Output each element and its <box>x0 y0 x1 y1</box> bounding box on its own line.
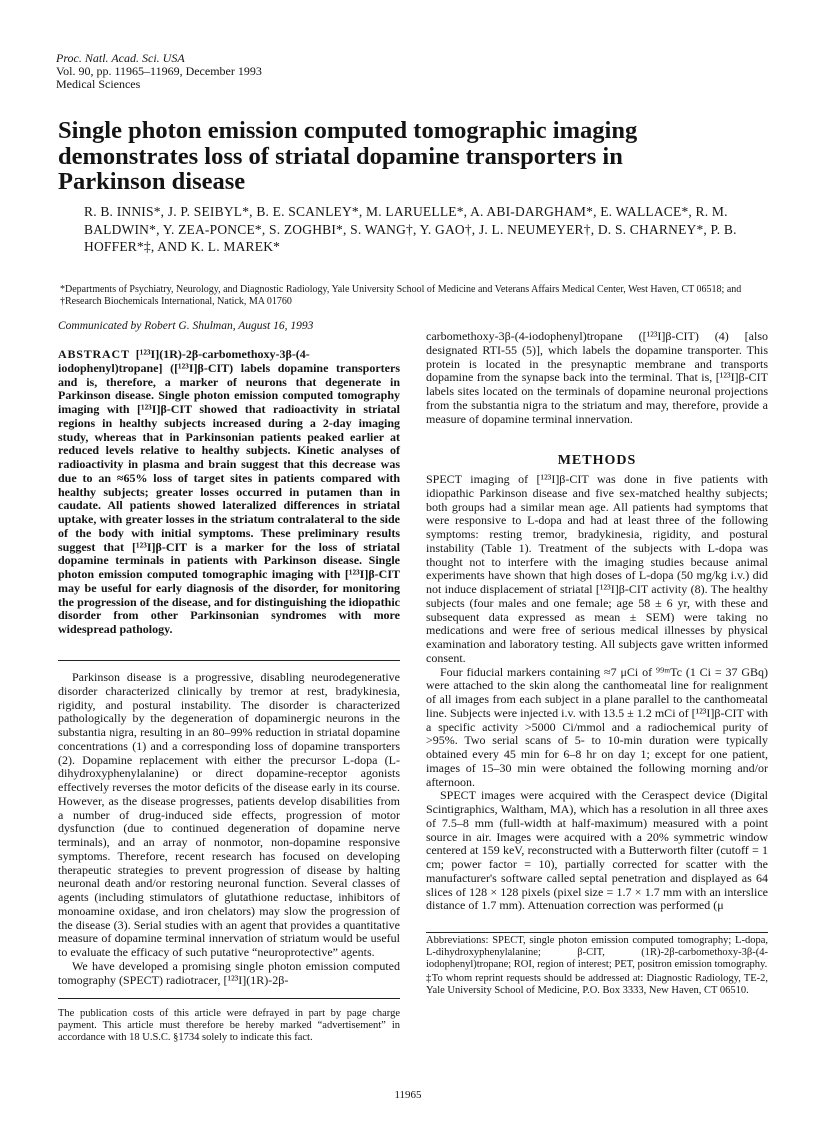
author-list: R. B. INNIS*, J. P. SEIBYL*, B. E. SCANLEY*, M. LARUELLE*, A. ABI-DARGHAM*, E. WALLACE*, R. M. BALDWIN*, Y. ZEA-PONCE*, S. ZOGHBI*, S. WANG†, Y. GAO†, J. L. NEUMEYER†, D. S. CHARNEY*, P. B. HOFFER*‡, AND K. L. MAREK* <box>84 204 737 254</box>
intro-paragraph-1: Parkinson disease is a progressive, disabling neurodegenerative disorder characterized clinically by tremor at rest, bradykinesia, rigidity, and postural instability. The disorder is characterized pathologically by the degeneration of dopaminergic neurons in the substantia nigra, resulting in an 80–99% reduction in striatal dopamine concentrations (1) and a corresponding loss of dopamine transporters (2). Dopamine replacement with either the precursor L-dopa (L-dihydroxyphenylalanine) or direct dopamine-receptor agonists effectively reverses the motor deficits of the disease early in its course. However, as the disease progresses, patients develop disabilities from a number of drug-induced side effects, progression of motor dysfunction (due to continued degeneration of dopamine nerve terminals), and an array of nonmotor, non-dopamine responsive symptoms. Therefore, recent research has focused on developing therapeutic strategies to prevent progression of disease by halting neuronal death and/or restoring neuronal function. Several classes of agents (including stimulators of glutathione reductase, inhibitors of monoamine oxidase, and iron chelators) may slow the progression of the disease (3). Serial studies with an agent that provides a quantitative measure of dopamine terminal innervation of striatum would be useful to evaluate the efficacy of such putative “neuroprotective” agents. <box>58 670 400 959</box>
methods-paragraph-2: Four fiducial markers containing ≈7 μCi of ⁹⁹ᵐTc (1 Ci = 37 GBq) were attached to the skin along the canthomeatal line for realignment of all images from each subject in a plane parallel to the canthomeatal line. Subjects were injected i.v. with 13.5 ± 1.2 mCi of [¹²³I]β-CIT with a specific activity >5000 Ci/mmol and a radiochemical purity of >95%. Two serial scans of 5- to 10-min duration were typically obtained every 45 min for 6–8 hr on day 1; except for one patient, images of 15–30 min were obtained the following morning and/or afternoon. <box>426 664 768 789</box>
methods-paragraph-3: SPECT images were acquired with the Ceraspect device (Digital Scintigraphics, Waltham, MA), which has a resolution in all three axes of 7.5–8 mm (full-width at half-maximum) measured with a point source in air. Images were acquired with a 20% symmetric window centered at 159 keV, reconstructed with a Butterworth filter (cutoff = 1 cm; power factor = 10), partially corrected for scatter with the manufacturer's software called septal penetration and displayed as 64 slices of 128 × 128 pixels (pixel size = 1.7 × 1.7 mm with an interslice distance of 1.7 mm). Attenuation correction was performed (μ <box>426 788 768 913</box>
abstract <box>58 348 400 637</box>
introduction-left <box>58 671 400 987</box>
footnote-divider <box>58 998 400 999</box>
methods-body <box>426 473 768 913</box>
journal-volume: Vol. 90, pp. 11965–11969, December 1993 <box>56 64 262 78</box>
methods-heading: METHODS <box>557 453 637 468</box>
introduction-right <box>426 330 768 426</box>
publication-costs-note: The publication costs of this article were defrayed in part by page charge payment. This article must therefore be hereby marked “advertisement” in accordance with 18 U.S.C. §1734 solely to indicate this fact. <box>58 1008 400 1043</box>
communicated-by: Communicated by Robert G. Shulman, August 16, 1993 <box>58 320 314 332</box>
correspondence-note: ‡To whom reprint requests should be addressed at: Diagnostic Radiology, TE-2, Yale University School of Medicine, P.O. Box 3333, New Haven, CT 06510. <box>426 973 768 996</box>
page-number: 11965 <box>394 1089 422 1101</box>
intro-paragraph-2-start: We have developed a promising single photon emission computed tomography (SPECT) radiotracer, [¹²³I](1R)-2β- <box>58 958 400 987</box>
intro-paragraph-2-cont: carbomethoxy-3β-(4-iodophenyl)tropane ([¹²³I]β-CIT) (4) [also designated RTI-55 (5)], which labels the dopamine transporter. This protein is located in the presynaptic membrane and transports dopamine from the synapse back into the terminal. That is, [¹²³I]β-CIT labels sites located on the terminals of dopamine neuronal projections from the substantia nigra to the striatum and may, therefore, provide a measure of dopamine terminal innervation. <box>426 329 768 426</box>
journal-header <box>56 52 262 91</box>
journal-name: Proc. Natl. Acad. Sci. USA <box>56 51 185 65</box>
article-title: Single photon emission computed tomographic imaging demonstrates loss of striatal dopamine transporters in Parkinson disease <box>58 117 638 195</box>
abstract-divider <box>58 660 400 661</box>
abstract-text: [¹²³I](1R)-2β-carbomethoxy-3β-(4-iodophenyl)tropane] ([¹²³I]β-CIT) labels dopamine transporters and is, therefore, a marker of neurons that degenerate in Parkinson disease. Single photon emission computed tomography imaging with [¹²³I]β-CIT showed that radioactivity in striatal regions in healthy subjects increased during a 2-day imaging study, whereas that in Parkinsonian patients peaked earlier at reduced levels relative to healthy subjects. Kinetic analyses of radioactivity in plasma and brain suggest that this decrease was due to an ≈65% loss of target sites in patients compared with healthy subjects; greater losses occurred in putamen than in caudate. All patients showed lateralized differences in striatal uptake, with greater losses in the striatum contralateral to the side of the body with initial symptoms. These preliminary results suggest that [¹²³I]β-CIT is a marker for the loss of striatal dopamine terminals in patients with Parkinson disease. Single photon emission computed tomographic imaging with [¹²³I]β-CIT may be useful for early diagnosis of the disorder, for monitoring the progression of the disease, and for distinguishing the idiopathic disorder from other Parkinsonian syndromes with more widespread pathology. <box>58 347 400 636</box>
abbreviations-note: Abbreviations: SPECT, single photon emission computed tomography; L-dopa, L-dihydroxyphenylalanine; β-CIT, (1R)-2β-carbomethoxy-3β-(4-iodophenyl)tropane; ROI, region of interest; PET, positron emission tomography. <box>426 935 768 970</box>
methods-paragraph-1: SPECT imaging of [¹²³I]β-CIT was done in five patients with idiopathic Parkinson disease and five sex-matched healthy subjects; both groups had a similar mean age. All patients had symptoms that were responsive to L-dopa and had at least three of the following symptoms: resting tremor, bradykinesia, rigidity, and postural instability (Table 1). Treatment of the subjects with L-dopa was thought not to interfere with the imaging studies because animal experiments have shown that high doses of L-dopa (50 mg/kg i.v.) did not induce displacement of striatal [¹²³I]β-CIT activity (8). The healthy subjects (four males and one female; age 58 ± 6 yr, with these and subsequent data expressed as mean ± SEM) were taking no medications and were free of serious medical illnesses by physical examination and laboratory testing. All subjects gave written informed consent. <box>426 472 768 665</box>
footnotes-right <box>426 935 768 999</box>
abbrev-divider <box>426 932 768 933</box>
affiliations: *Departments of Psychiatry, Neurology, and Diagnostic Radiology, Yale University School of Medicine and Veterans Affairs Medical Center, West Haven, CT 06518; and †Research Biochemicals International, Natick, MA 01760 <box>60 284 742 307</box>
journal-section: Medical Sciences <box>56 77 141 91</box>
abstract-label: ABSTRACT <box>58 347 130 361</box>
